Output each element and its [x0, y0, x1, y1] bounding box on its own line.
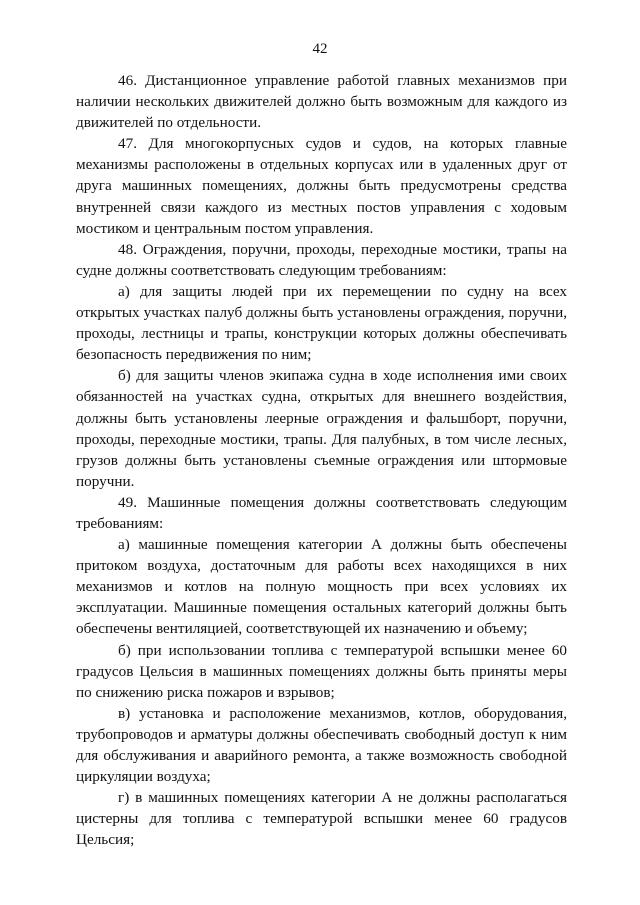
paragraph-46: 46. Дистанционное управление работой главных механизмов при наличии нескольких движителей должно быть возможным для каждого из движителей по отдельности. — [76, 72, 567, 132]
document-body — [76, 70, 567, 850]
paragraph-49-b: б) при использовании топлива с температурой вспышки менее 60 градусов Цельсия в машинных помещениях должны быть приняты меры по снижению риска пожаров и взрывов; — [76, 641, 567, 701]
page-number: 42 — [312, 41, 328, 57]
paragraph-48-a: а) для защиты людей при их перемещении по судну на всех открытых участках палуб должны быть установлены ограждения, поручни, проходы, лестницы и трапы, конструкции которых должны обеспечивать безопасность передвижения по ним; — [76, 282, 567, 364]
paragraph-48: 48. Ограждения, поручни, проходы, переходные мостики, трапы на судне должны соответствовать следующим требованиям: — [76, 240, 567, 279]
paragraph-49-a: а) машинные помещения категории А должны быть обеспечены притоком воздуха, достаточным для работы всех находящихся в них механизмов и котлов на полную мощность при всех условиях их эксплуатации. Машинные помещения остальных категорий должны быть обеспечены вентиляцией, соответствующей их назначению и объему; — [76, 536, 567, 638]
paragraph-49: 49. Машинные помещения должны соответствовать следующим требованиям: — [76, 493, 567, 532]
paragraph-48-b: б) для защиты членов экипажа судна в ходе исполнения ими своих обязанностей на участках судна, открытых для внешнего воздействия, должны быть установлены леерные ограждения и фальшборт, поручни, проходы, переходные мостики, трапы. Для палубных, в том числе лесных, грузов должны быть установлены съемные ограждения или штормовые поручни. — [76, 367, 567, 490]
paragraph-49-g: г) в машинных помещениях категории А не должны располагаться цистерны для топлива с температурой вспышки менее 60 градусов Цельсия; — [76, 789, 567, 849]
paragraph-49-v: в) установка и расположение механизмов, котлов, оборудования, трубопроводов и арматуры должны обеспечивать свободный доступ к ним для обслуживания и аварийного ремонта, а также возможность свободной циркуляции воздуха; — [76, 704, 567, 786]
paragraph-47: 47. Для многокорпусных судов и судов, на которых главные механизмы расположены в отдельных корпусах или в удаленных друг от друга машинных помещениях, должны быть предусмотрены средства внутренней связи каждого из местных постов управления с ходовым мостиком и центральным постом управления. — [76, 135, 567, 237]
